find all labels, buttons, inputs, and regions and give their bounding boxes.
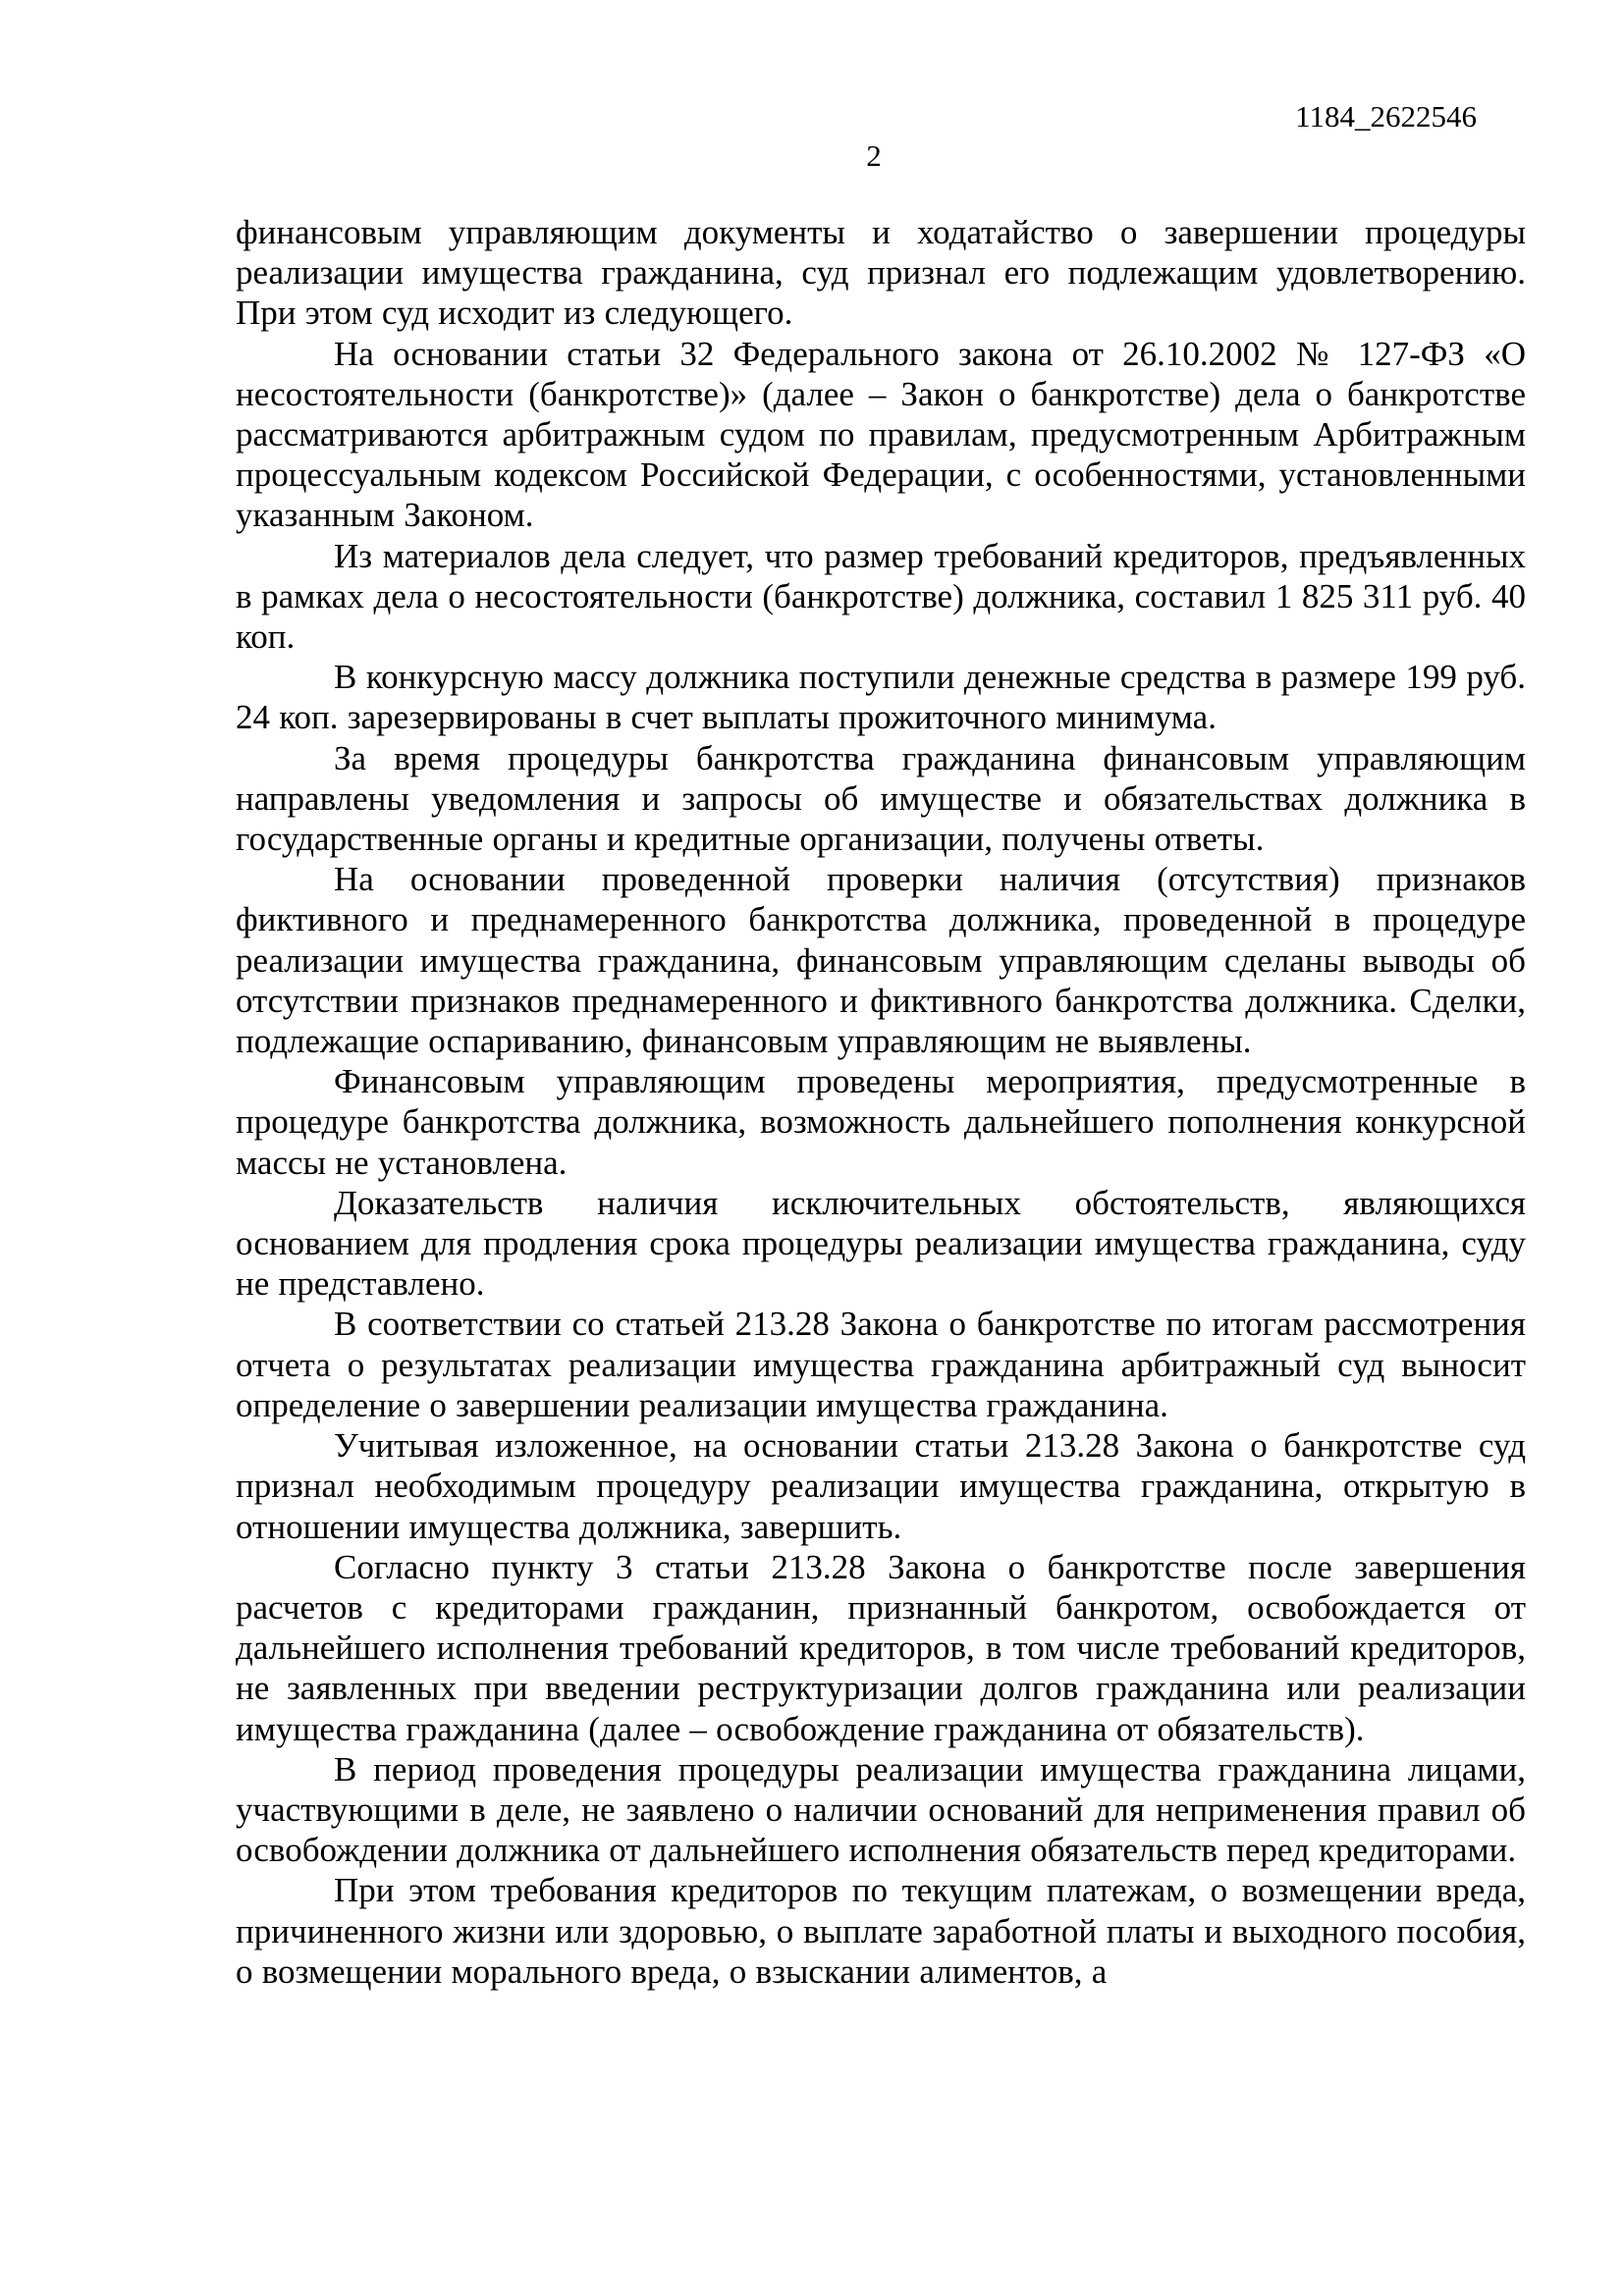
paragraph-3: Из материалов дела следует, что размер требований кредиторов, предъявленных в рамках дела о несостоятельности (банкротстве) должника, составил 1 825 311 руб. 40 коп. <box>236 536 1526 657</box>
document-id: 1184_2622546 <box>1295 99 1477 133</box>
paragraph-10: Учитывая изложенное, на основании статьи 213.28 Закона о банкротстве суд признал необходимым процедуру реализации имущества гражданина, открытую в отношении имущества должника, завершить. <box>236 1426 1526 1546</box>
page-number: 2 <box>866 138 882 173</box>
paragraph-7: Финансовым управляющим проведены мероприятия, предусмотренные в процедуре банкротства должника, возможность дальнейшего пополнения конкурсной массы не установлена. <box>236 1062 1526 1182</box>
paragraph-11: Согласно пункту 3 статьи 213.28 Закона о банкротстве после завершения расчетов с кредиторами гражданин, признанный банкротом, освобождается от дальнейшего исполнения требований кредиторов, в том числе требований кредиторов, не заявленных при введении реструктуризации долгов гражданина или реализации имущества гражданина (далее – освобождение гражданина от обязательств). <box>236 1547 1526 1748</box>
paragraph-9: В соответствии со статьей 213.28 Закона о банкротстве по итогам рассмотрения отчета о результатах реализации имущества гражданина арбитражный суд выносит определение о завершении реализации имущества гражданина. <box>236 1305 1526 1424</box>
document-body <box>236 212 1526 1992</box>
paragraph-5: За время процедуры банкротства гражданина финансовым управляющим направлены уведомления и запросы об имуществе и обязательствах должника в государственные органы и кредитные организации, получены ответы. <box>236 738 1526 859</box>
paragraph-8: Доказательств наличия исключительных обстоятельств, являющихся основанием для продления срока процедуры реализации имущества гражданина, суду не представлено. <box>236 1183 1526 1304</box>
paragraph-4: В конкурсную массу должника поступили денежные средства в размере 199 руб. 24 коп. зарезервированы в счет выплаты прожиточного минимума. <box>236 658 1526 737</box>
paragraph-1: финансовым управляющим документы и ходатайство о завершении процедуры реализации имущества гражданина, суд признал его подлежащим удовлетворению. При этом суд исходит из следующего. <box>236 213 1526 333</box>
paragraph-13: При этом требования кредиторов по текущим платежам, о возмещении вреда, причиненного жизни или здоровью, о выплате заработной платы и выходного пособия, о возмещении морального вреда, о взыскании алиментов, а <box>236 1871 1526 1991</box>
paragraph-12: В период проведения процедуры реализации имущества гражданина лицами, участвующими в деле, не заявлено о наличии оснований для неприменения правил об освобождении должника от дальнейшего исполнения обязательств перед кредиторами. <box>236 1749 1526 1870</box>
paragraph-6: На основании проведенной проверки наличия (отсутствия) признаков фиктивного и преднамеренного банкротства должника, проведенной в процедуре реализации имущества гражданина, финансовым управляющим сделаны выводы об отсутствии признаков преднамеренного и фиктивного банкротства должника. Сделки, подлежащие оспариванию, финансовым управляющим не выявлены. <box>236 860 1526 1061</box>
paragraph-2: На основании статьи 32 Федерального закона от 26.10.2002 № 127-ФЗ «О несостоятельности (банкротстве)» (далее – Закон о банкротстве) дела о банкротстве рассматриваются арбитражным судом по правилам, предусмотренным Арбитражным процессуальным кодексом Российской Федерации, с особенностями, установленными указанным Законом. <box>236 334 1526 535</box>
